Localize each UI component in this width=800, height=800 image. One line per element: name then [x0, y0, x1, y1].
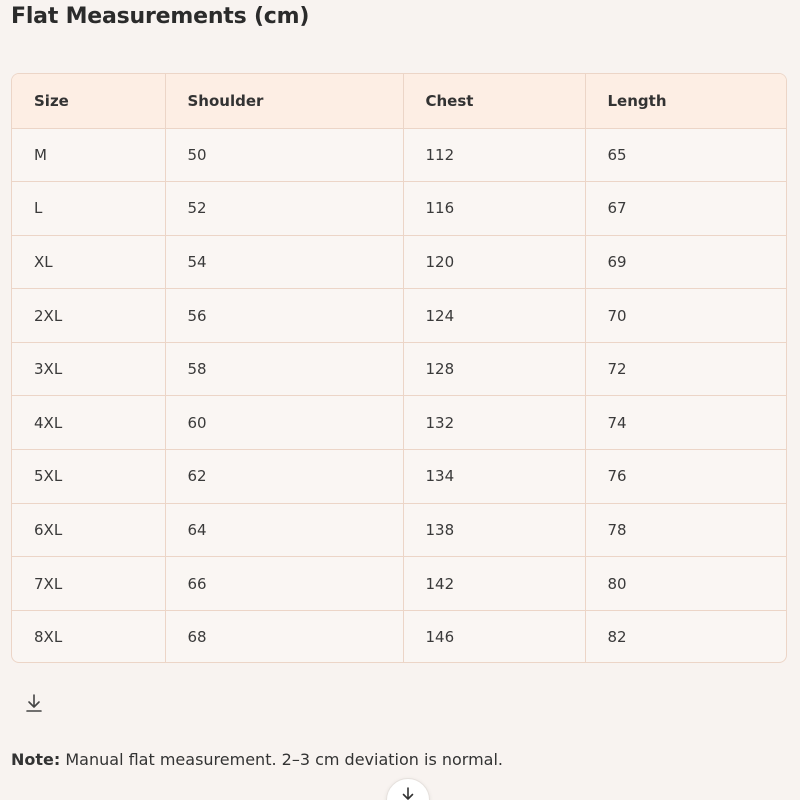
cell-length: 67: [585, 182, 786, 236]
cell-shoulder: 50: [165, 128, 403, 182]
note-text: [11, 750, 503, 769]
table-row: [12, 450, 786, 504]
table-row: [12, 396, 786, 450]
cell-chest: 142: [403, 557, 585, 611]
cell-length: 72: [585, 342, 786, 396]
scroll-down-button[interactable]: [386, 778, 430, 800]
cell-length: 76: [585, 450, 786, 504]
cell-chest: 128: [403, 342, 585, 396]
cell-chest: 112: [403, 128, 585, 182]
cell-shoulder: 56: [165, 289, 403, 343]
cell-length: 78: [585, 503, 786, 557]
cell-length: 82: [607, 628, 627, 647]
cell-size: M: [12, 128, 165, 182]
table-row: [12, 503, 786, 557]
column-header-chest: Chest: [403, 74, 585, 128]
cell-chest: 146: [403, 610, 585, 663]
cell-chest: 132: [403, 396, 585, 450]
cell-shoulder: 58: [165, 342, 403, 396]
cell-size: 2XL: [12, 289, 165, 343]
table-row: [12, 557, 786, 611]
column-header-size: Size: [12, 74, 165, 128]
page-title: Flat Measurements (cm): [11, 4, 310, 29]
table-row: [12, 182, 786, 236]
table-row: [12, 342, 786, 396]
column-header-length: Length: [585, 74, 786, 128]
size-table-container: [11, 73, 787, 663]
cell-size: L: [12, 182, 165, 236]
download-icon: [25, 693, 43, 717]
note-body: Manual flat measurement. 2–3 cm deviation is normal.: [60, 750, 504, 769]
cell-size: 6XL: [12, 503, 165, 557]
cell-chest: 124: [403, 289, 585, 343]
cell-shoulder: 62: [165, 450, 403, 504]
cell-shoulder: 54: [165, 235, 403, 289]
table-row: [12, 289, 786, 343]
table-row: [12, 128, 786, 182]
cell-size: 3XL: [12, 342, 165, 396]
cell-length: 80: [585, 557, 786, 611]
cell-shoulder: 66: [165, 557, 403, 611]
cell-length: 70: [585, 289, 786, 343]
cell-shoulder: 68: [165, 610, 403, 663]
cell-size: 7XL: [12, 557, 165, 611]
note-label: Note:: [11, 750, 61, 769]
cell-length: 69: [585, 235, 786, 289]
cell-chest: 134: [403, 450, 585, 504]
cell-shoulder: 60: [165, 396, 403, 450]
cell-chest: 116: [403, 182, 585, 236]
cell-length: 74: [585, 396, 786, 450]
cell-size: 4XL: [12, 396, 165, 450]
table-row: [12, 235, 786, 289]
cell-size: 8XL: [12, 610, 165, 663]
cell-shoulder: 64: [165, 503, 403, 557]
arrow-down-icon: [400, 787, 416, 800]
cell-size: XL: [12, 235, 165, 289]
download-button[interactable]: [22, 692, 46, 718]
cell-length: 65: [585, 128, 786, 182]
cell-chest: 120: [403, 235, 585, 289]
cell-chest: 138: [403, 503, 585, 557]
table-row: [12, 610, 786, 663]
cell-size: 5XL: [12, 450, 165, 504]
size-table: [12, 74, 786, 663]
column-header-shoulder: Shoulder: [165, 74, 403, 128]
cell-shoulder: 52: [165, 182, 403, 236]
table-header-row: [12, 74, 786, 128]
